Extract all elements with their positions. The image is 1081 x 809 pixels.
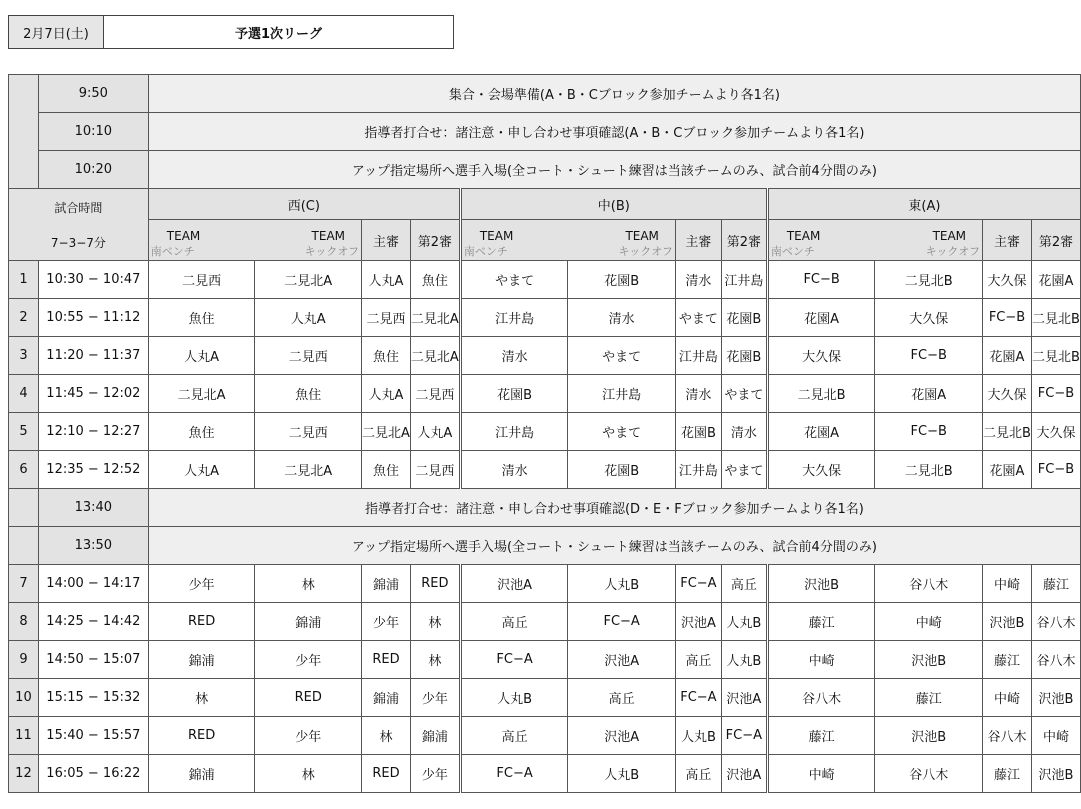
referee-second: 少年	[410, 679, 460, 717]
referee-second: 二見北B	[1031, 299, 1080, 337]
referee-main: 大久保	[983, 261, 1032, 299]
team-kickoff: 二見北B	[875, 451, 983, 489]
team-header-box	[462, 220, 675, 260]
match-time-header-text	[9, 190, 148, 260]
team-south-bench: FC−A	[460, 755, 568, 793]
team-south-bench: 花園B	[460, 375, 568, 413]
team-header-box	[769, 220, 982, 260]
referee-main: FC−B	[983, 299, 1032, 337]
notice-spacer	[9, 489, 39, 527]
team-south-bench: 二見北B	[767, 375, 875, 413]
team-kickoff: 少年	[255, 641, 362, 679]
notice-text: アップ指定場所へ選手入場(全コート・シュート練習は当該チームのみ、試合前4分間のみ)	[148, 527, 1080, 565]
team-kickoff: 谷八木	[875, 565, 983, 603]
notice-row	[9, 151, 1081, 189]
team-kickoff: 花園B	[568, 451, 676, 489]
team-kickoff: 花園A	[875, 375, 983, 413]
team-kickoff: 藤江	[875, 679, 983, 717]
match-time: 12:10 − 12:27	[38, 413, 148, 451]
referee-second: FC−A	[721, 717, 767, 755]
team-south-bench: 高丘	[460, 717, 568, 755]
referee-second: 谷八木	[1031, 641, 1080, 679]
team-kickoff: 二見北A	[255, 261, 362, 299]
team-kickoff: 沢池A	[568, 717, 676, 755]
referee-main: FC−A	[675, 679, 721, 717]
team-kickoff: 高丘	[568, 679, 676, 717]
referee-second: 中崎	[1031, 717, 1080, 755]
referee-second: 藤江	[1031, 565, 1080, 603]
referee-main: 中崎	[983, 565, 1032, 603]
referee-main: 二見北B	[983, 413, 1032, 451]
team-south-bench: 藤江	[767, 603, 875, 641]
ref2-header: 第2審	[410, 220, 460, 261]
ref2-header: 第2審	[721, 220, 767, 261]
court-name: 中(B)	[460, 189, 767, 220]
page-title: 予選1次リーグ	[234, 26, 323, 42]
referee-main: 江井島	[675, 451, 721, 489]
referee-main: 江井島	[675, 337, 721, 375]
notice-time: 9:50	[38, 75, 148, 113]
bench-label: 南ベンチ	[150, 245, 195, 258]
referee-second: 二見北A	[410, 337, 460, 375]
referee-main: RED	[362, 755, 411, 793]
referee-second: 二見西	[410, 375, 460, 413]
match-time: 11:45 − 12:02	[38, 375, 148, 413]
referee-second: 谷八木	[1031, 603, 1080, 641]
referee-second: やまて	[721, 375, 767, 413]
ref1-header: 主審	[362, 220, 411, 261]
referee-second: 林	[410, 603, 460, 641]
match-number: 2	[9, 299, 39, 337]
team-kickoff: 清水	[568, 299, 676, 337]
team-south-bench: 高丘	[460, 603, 568, 641]
team-kickoff: 林	[255, 755, 362, 793]
team-kickoff: 少年	[255, 717, 362, 755]
match-row	[9, 755, 1081, 793]
referee-second: 錦浦	[410, 717, 460, 755]
team-kickoff: 谷八木	[875, 755, 983, 793]
team-south-bench: 人丸A	[148, 337, 255, 375]
team-label-left: TEAM	[479, 229, 514, 243]
match-row	[9, 679, 1081, 717]
referee-main: 沢池B	[983, 603, 1032, 641]
referee-main: 林	[362, 717, 411, 755]
notice-time: 13:50	[38, 527, 148, 565]
team-header	[460, 220, 675, 261]
team-label-left: TEAM	[166, 229, 201, 243]
notice-text: アップ指定場所へ選手入場(全コート・シュート練習は当該チームのみ、試合前4分間のみ)	[148, 151, 1080, 189]
team-kickoff: 人丸B	[568, 755, 676, 793]
match-row	[9, 337, 1081, 375]
team-kickoff: 花園B	[568, 261, 676, 299]
referee-main: 人丸A	[362, 261, 411, 299]
referee-second: 清水	[721, 413, 767, 451]
notice-time: 13:40	[38, 489, 148, 527]
referee-main: RED	[362, 641, 411, 679]
kickoff-label: キックオフ	[618, 245, 673, 258]
team-south-bench: 魚住	[148, 413, 255, 451]
match-time: 15:40 − 15:57	[38, 717, 148, 755]
team-label-right: TEAM	[932, 229, 967, 243]
match-row	[9, 413, 1081, 451]
referee-main: 沢池A	[675, 603, 721, 641]
referee-main: 魚住	[362, 451, 411, 489]
match-number: 11	[9, 717, 39, 755]
referee-second: 少年	[410, 755, 460, 793]
court-name: 東(A)	[767, 189, 1080, 220]
team-south-bench: 少年	[148, 565, 255, 603]
team-south-bench: 二見西	[148, 261, 255, 299]
match-number: 6	[9, 451, 39, 489]
team-kickoff: 錦浦	[255, 603, 362, 641]
referee-main: やまて	[675, 299, 721, 337]
team-kickoff: 沢池B	[875, 717, 983, 755]
referee-main: 清水	[675, 375, 721, 413]
team-header-box	[149, 220, 361, 260]
team-kickoff: 二見北A	[255, 451, 362, 489]
referee-second: 沢池A	[721, 755, 767, 793]
team-kickoff: やまて	[568, 413, 676, 451]
team-kickoff: FC−A	[568, 603, 676, 641]
match-number: 12	[9, 755, 39, 793]
schedule-table	[8, 74, 1081, 793]
date-label: 2月7日(土)	[9, 16, 104, 48]
header-bar	[8, 15, 454, 49]
team-south-bench: 魚住	[148, 299, 255, 337]
team-label-left: TEAM	[786, 229, 821, 243]
notice-row	[9, 489, 1081, 527]
kickoff-label: キックオフ	[304, 245, 360, 258]
team-south-bench: 人丸A	[148, 451, 255, 489]
team-south-bench: 花園A	[767, 299, 875, 337]
referee-main: 大久保	[983, 375, 1032, 413]
referee-main: 魚住	[362, 337, 411, 375]
match-time-label: 試合時間	[54, 200, 103, 215]
referee-second: 沢池B	[1031, 755, 1080, 793]
team-south-bench: 谷八木	[767, 679, 875, 717]
court-name: 西(C)	[148, 189, 460, 220]
team-south-bench: 藤江	[767, 717, 875, 755]
notice-text: 指導者打合せ：諸注意・申し合わせ事項確認(D・E・Fブロック参加チームより各1名)	[148, 489, 1080, 527]
referee-main: 藤江	[983, 755, 1032, 793]
team-south-bench: 花園A	[767, 413, 875, 451]
team-kickoff: 二見西	[255, 337, 362, 375]
match-number: 5	[9, 413, 39, 451]
referee-second: 花園B	[721, 337, 767, 375]
match-time: 15:15 − 15:32	[38, 679, 148, 717]
team-header	[767, 220, 982, 261]
referee-main: 人丸A	[362, 375, 411, 413]
team-kickoff: 中崎	[875, 603, 983, 641]
team-south-bench: 沢池B	[767, 565, 875, 603]
referee-main: 谷八木	[983, 717, 1032, 755]
team-south-bench: FC−B	[767, 261, 875, 299]
match-row	[9, 261, 1081, 299]
referee-second: やまて	[721, 451, 767, 489]
column-header-row	[9, 220, 1081, 261]
team-kickoff: 二見北B	[875, 261, 983, 299]
team-south-bench: 江井島	[460, 299, 568, 337]
referee-main: 藤江	[983, 641, 1032, 679]
referee-main: 人丸B	[675, 717, 721, 755]
notice-time: 10:10	[38, 113, 148, 151]
team-kickoff: 沢池B	[875, 641, 983, 679]
match-row	[9, 717, 1081, 755]
referee-main: 花園B	[675, 413, 721, 451]
team-kickoff: 林	[255, 565, 362, 603]
referee-second: 花園B	[721, 299, 767, 337]
referee-main: 二見西	[362, 299, 411, 337]
referee-second: 沢池B	[1031, 679, 1080, 717]
kickoff-label: キックオフ	[925, 245, 981, 258]
match-time: 11:20 − 11:37	[38, 337, 148, 375]
referee-second: 二見北A	[410, 299, 460, 337]
referee-second: 二見北B	[1031, 337, 1080, 375]
referee-second: 沢池A	[721, 679, 767, 717]
team-kickoff: 江井島	[568, 375, 676, 413]
team-kickoff: 魚住	[255, 375, 362, 413]
referee-second: RED	[410, 565, 460, 603]
referee-main: 花園A	[983, 451, 1032, 489]
referee-second: FC−B	[1031, 451, 1080, 489]
team-south-bench: RED	[148, 717, 255, 755]
match-row	[9, 451, 1081, 489]
court-header-row	[9, 189, 1081, 220]
referee-second: 人丸B	[721, 603, 767, 641]
team-kickoff: やまて	[568, 337, 676, 375]
team-header	[148, 220, 361, 261]
bench-label: 南ベンチ	[463, 245, 508, 258]
team-south-bench: 二見北A	[148, 375, 255, 413]
referee-second: 花園A	[1031, 261, 1080, 299]
referee-second: 人丸B	[721, 641, 767, 679]
team-south-bench: 人丸B	[460, 679, 568, 717]
referee-main: 中崎	[983, 679, 1032, 717]
team-south-bench: 中崎	[767, 641, 875, 679]
team-south-bench: 大久保	[767, 451, 875, 489]
notice-spacer	[9, 75, 39, 189]
notice-row	[9, 75, 1081, 113]
match-time: 16:05 − 16:22	[38, 755, 148, 793]
match-format-label: 7−3−7分	[50, 235, 106, 250]
match-number: 3	[9, 337, 39, 375]
team-south-bench: 清水	[460, 337, 568, 375]
team-south-bench: 錦浦	[148, 641, 255, 679]
match-number: 9	[9, 641, 39, 679]
match-time: 10:55 − 11:12	[38, 299, 148, 337]
notice-spacer	[9, 527, 39, 565]
match-number: 4	[9, 375, 39, 413]
team-south-bench: FC−A	[460, 641, 568, 679]
ref1-header: 主審	[983, 220, 1032, 261]
match-row	[9, 565, 1081, 603]
notice-row	[9, 527, 1081, 565]
referee-main: 高丘	[675, 641, 721, 679]
match-time: 14:00 − 14:17	[38, 565, 148, 603]
match-number: 8	[9, 603, 39, 641]
match-time: 10:30 − 10:47	[38, 261, 148, 299]
ref2-header: 第2審	[1031, 220, 1080, 261]
referee-main: 花園A	[983, 337, 1032, 375]
match-number: 10	[9, 679, 39, 717]
team-south-bench: 大久保	[767, 337, 875, 375]
referee-main: 少年	[362, 603, 411, 641]
referee-main: 高丘	[675, 755, 721, 793]
team-label-right: TEAM	[311, 229, 346, 243]
referee-second: FC−B	[1031, 375, 1080, 413]
team-kickoff: FC−B	[875, 413, 983, 451]
bench-label: 南ベンチ	[770, 245, 815, 258]
referee-main: 清水	[675, 261, 721, 299]
team-south-bench: 江井島	[460, 413, 568, 451]
referee-main: FC−A	[675, 565, 721, 603]
notice-row	[9, 113, 1081, 151]
referee-main: 錦浦	[362, 565, 411, 603]
referee-main: 二見北A	[362, 413, 411, 451]
match-row	[9, 375, 1081, 413]
match-time: 12:35 − 12:52	[38, 451, 148, 489]
ref1-header: 主審	[675, 220, 721, 261]
team-south-bench: RED	[148, 603, 255, 641]
team-kickoff: FC−B	[875, 337, 983, 375]
match-time: 14:25 − 14:42	[38, 603, 148, 641]
schedule-body	[9, 75, 1081, 793]
match-row	[9, 603, 1081, 641]
match-number: 7	[9, 565, 39, 603]
referee-second: 二見西	[410, 451, 460, 489]
referee-second: 魚住	[410, 261, 460, 299]
referee-second: 高丘	[721, 565, 767, 603]
match-time-header	[9, 189, 149, 261]
team-south-bench: 沢池A	[460, 565, 568, 603]
notice-text: 集合・会場準備(A・B・Cブロック参加チームより各1名)	[148, 75, 1080, 113]
referee-main: 錦浦	[362, 679, 411, 717]
referee-second: 大久保	[1031, 413, 1080, 451]
referee-second: 人丸A	[410, 413, 460, 451]
referee-second: 江井島	[721, 261, 767, 299]
team-south-bench: 清水	[460, 451, 568, 489]
team-kickoff: 沢池A	[568, 641, 676, 679]
team-kickoff: 人丸A	[255, 299, 362, 337]
team-kickoff: RED	[255, 679, 362, 717]
team-label-right: TEAM	[625, 229, 659, 243]
team-south-bench: 林	[148, 679, 255, 717]
team-south-bench: 中崎	[767, 755, 875, 793]
match-number: 1	[9, 261, 39, 299]
team-kickoff: 二見西	[255, 413, 362, 451]
match-row	[9, 641, 1081, 679]
team-south-bench: 錦浦	[148, 755, 255, 793]
notice-time: 10:20	[38, 151, 148, 189]
team-south-bench: やまて	[460, 261, 568, 299]
notice-text: 指導者打合せ：諸注意・申し合わせ事項確認(A・B・Cブロック参加チームより各1名)	[148, 113, 1080, 151]
referee-second: 林	[410, 641, 460, 679]
team-kickoff: 人丸B	[568, 565, 676, 603]
match-time: 14:50 − 15:07	[38, 641, 148, 679]
team-kickoff: 大久保	[875, 299, 983, 337]
match-row	[9, 299, 1081, 337]
